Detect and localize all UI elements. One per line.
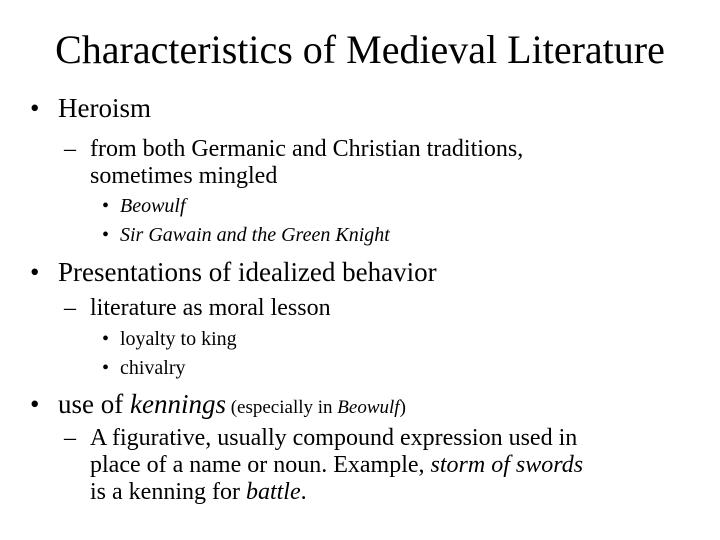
definition-line1: A figurative, usually compound expression used in bbox=[90, 425, 578, 451]
list-item bbox=[102, 194, 186, 218]
item-chivalry: chivalry bbox=[120, 357, 186, 379]
bullet-icon: • bbox=[102, 195, 110, 217]
item-gawain: Sir Gawain and the Green Knight bbox=[120, 224, 390, 246]
heading-kennings-term: kennings bbox=[129, 389, 226, 419]
definition-line2 bbox=[90, 452, 583, 479]
bullet-icon: • bbox=[30, 93, 40, 123]
definition-period: . bbox=[300, 479, 307, 505]
heading-kennings-note-pre: (especially in bbox=[225, 397, 338, 418]
bullet-heroism bbox=[30, 92, 151, 124]
list-item bbox=[102, 356, 186, 380]
list-item bbox=[102, 223, 390, 247]
definition-line3-text: is a kenning for bbox=[90, 479, 246, 505]
sub-traditions-line1: from both Germanic and Christian traditions, bbox=[90, 136, 524, 162]
sub-traditions-line2: sometimes mingled bbox=[90, 163, 278, 189]
bullet-icon: • bbox=[102, 224, 110, 246]
heading-heroism: Heroism bbox=[58, 93, 151, 123]
dash-icon: – bbox=[64, 136, 76, 162]
heading-kennings-note-post: ) bbox=[399, 397, 406, 418]
sub-traditions bbox=[64, 136, 524, 163]
dash-icon: – bbox=[64, 295, 76, 321]
heading-kennings bbox=[58, 388, 406, 424]
heading-kennings-note-em: Beowulf bbox=[337, 397, 400, 418]
definition-battle: battle bbox=[245, 479, 301, 505]
sub-moral-lesson-text: literature as moral lesson bbox=[90, 295, 331, 321]
bullet-kennings bbox=[30, 388, 406, 420]
bullet-presentations bbox=[30, 256, 437, 288]
bullet-icon: • bbox=[30, 389, 40, 419]
definition-line3 bbox=[90, 479, 307, 506]
definition-line2-text: place of a name or noun. Example, bbox=[90, 452, 431, 478]
definition-example: storm of swords bbox=[430, 452, 584, 478]
sub-moral-lesson bbox=[64, 295, 331, 322]
bullet-icon: • bbox=[102, 328, 110, 350]
bullet-icon: • bbox=[30, 257, 40, 287]
heading-presentations: Presentations of idealized behavior bbox=[58, 257, 437, 287]
sub-kenning-definition bbox=[64, 425, 578, 452]
list-item bbox=[102, 327, 237, 351]
bullet-icon: • bbox=[102, 357, 110, 379]
slide-title: Characteristics of Medieval Literature bbox=[55, 27, 665, 72]
item-loyalty: loyalty to king bbox=[120, 328, 237, 350]
heading-kennings-prefix: use of bbox=[58, 389, 130, 419]
dash-icon: – bbox=[64, 425, 76, 451]
item-beowulf: Beowulf bbox=[120, 195, 186, 217]
